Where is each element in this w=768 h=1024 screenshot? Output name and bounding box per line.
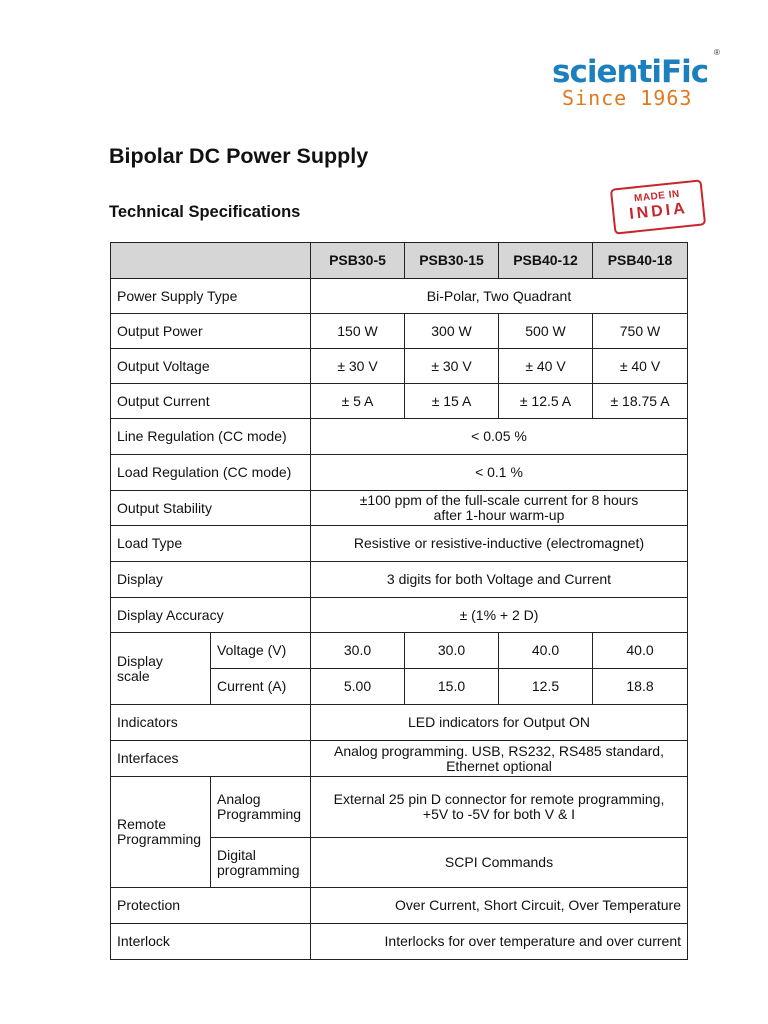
row-value: ± 30 V [405, 349, 499, 384]
section-subtitle: Technical Specifications [109, 203, 301, 221]
row-value: 18.8 [593, 669, 688, 705]
value-line: External 25 pin D connector for remote programming, [333, 791, 665, 807]
row-label: Power Supply Type [111, 279, 311, 314]
page-title: Bipolar DC Power Supply [109, 144, 369, 168]
spec-table [110, 242, 688, 960]
value-line: +5V to -5V for both V & I [422, 806, 576, 822]
row-value: ± 15 A [405, 384, 499, 419]
row-value [311, 741, 688, 777]
row-label: Protection [111, 888, 311, 924]
model-header: PSB30-15 [405, 243, 499, 279]
row-value: Bi-Polar, Two Quadrant [311, 279, 688, 314]
table-row [111, 633, 688, 669]
row-value: LED indicators for Output ON [311, 705, 688, 741]
row-value: 5.00 [311, 669, 405, 705]
row-label: Interlock [111, 924, 311, 960]
row-value: Over Current, Short Circuit, Over Temperature [311, 888, 688, 924]
label-line: Programming [117, 831, 202, 847]
row-value: < 0.05 % [311, 419, 688, 455]
table-row [111, 491, 688, 526]
row-value: 30.0 [405, 633, 499, 669]
table-header-row [111, 243, 688, 279]
row-value: 300 W [405, 314, 499, 349]
value-line: after 1-hour warm-up [433, 507, 565, 523]
row-label: Indicators [111, 705, 311, 741]
row-value: ± 30 V [311, 349, 405, 384]
row-value: 500 W [499, 314, 593, 349]
row-value: 15.0 [405, 669, 499, 705]
row-label: Output Current [111, 384, 311, 419]
row-value: 30.0 [311, 633, 405, 669]
row-value [311, 491, 688, 526]
row-label: Load Type [111, 526, 311, 562]
label-line: Display [117, 652, 163, 669]
row-value: ± 40 V [593, 349, 688, 384]
sub-label [211, 838, 311, 888]
header-corner-cell [111, 243, 311, 279]
table-row [111, 279, 688, 314]
model-header: PSB30-5 [311, 243, 405, 279]
table-row [111, 705, 688, 741]
row-label: Load Regulation (CC mode) [111, 455, 311, 491]
stamp-line2: INDIA [628, 199, 689, 223]
made-in-india-stamp [610, 179, 706, 234]
table-row [111, 419, 688, 455]
row-label [111, 633, 211, 705]
row-value: < 0.1 % [311, 455, 688, 491]
row-label: Line Regulation (CC mode) [111, 419, 311, 455]
row-value: Interlocks for over temperature and over current [311, 924, 688, 960]
table-row [111, 598, 688, 633]
sub-label: Voltage (V) [211, 633, 311, 669]
row-value [311, 777, 688, 838]
row-value: 750 W [593, 314, 688, 349]
label-line: scale [117, 667, 150, 684]
row-value: SCPI Commands [311, 838, 688, 888]
row-label: Display [111, 562, 311, 598]
company-logo [544, 48, 724, 114]
sub-label [211, 777, 311, 838]
row-label: Output Power [111, 314, 311, 349]
model-header: PSB40-12 [499, 243, 593, 279]
table-row [111, 384, 688, 419]
row-value: 3 digits for both Voltage and Current [311, 562, 688, 598]
table-row [111, 349, 688, 384]
row-value: 40.0 [499, 633, 593, 669]
table-row [111, 562, 688, 598]
logo-brand: scientiFic [552, 54, 709, 90]
value-line: Analog programming. USB, RS232, RS485 standard, [334, 742, 664, 759]
model-header: PSB40-18 [593, 243, 688, 279]
row-label [111, 777, 211, 888]
row-value: ± 40 V [499, 349, 593, 384]
logo-registered-mark: ® [714, 48, 720, 57]
label-line: Programming [217, 806, 302, 822]
value-line: ±100 ppm of the full-scale current for 8 hours [359, 492, 639, 508]
table-row [111, 455, 688, 491]
label-line: Remote [117, 816, 167, 832]
row-value: Resistive or resistive-inductive (electromagnet) [311, 526, 688, 562]
sub-label: Current (A) [211, 669, 311, 705]
row-value: 40.0 [593, 633, 688, 669]
table-row [111, 314, 688, 349]
row-value: 12.5 [499, 669, 593, 705]
label-line: Digital [217, 846, 256, 863]
row-label: Display Accuracy [111, 598, 311, 633]
logo-tagline: Since 1963 [562, 86, 693, 110]
label-line: Analog [217, 791, 261, 807]
row-label: Output Voltage [111, 349, 311, 384]
table-row [111, 888, 688, 924]
row-label: Interfaces [111, 741, 311, 777]
row-value: ± 12.5 A [499, 384, 593, 419]
row-value: ± 18.75 A [593, 384, 688, 419]
row-value: ± (1% + 2 D) [311, 598, 688, 633]
label-line: programming [217, 861, 300, 878]
value-line: Ethernet optional [446, 757, 552, 774]
row-value: 150 W [311, 314, 405, 349]
table-row [111, 924, 688, 960]
row-value: ± 5 A [311, 384, 405, 419]
row-label: Output Stability [111, 491, 311, 526]
stamp-line1: MADE IN [633, 188, 681, 205]
table-row [111, 777, 688, 838]
table-row [111, 741, 688, 777]
table-row [111, 526, 688, 562]
